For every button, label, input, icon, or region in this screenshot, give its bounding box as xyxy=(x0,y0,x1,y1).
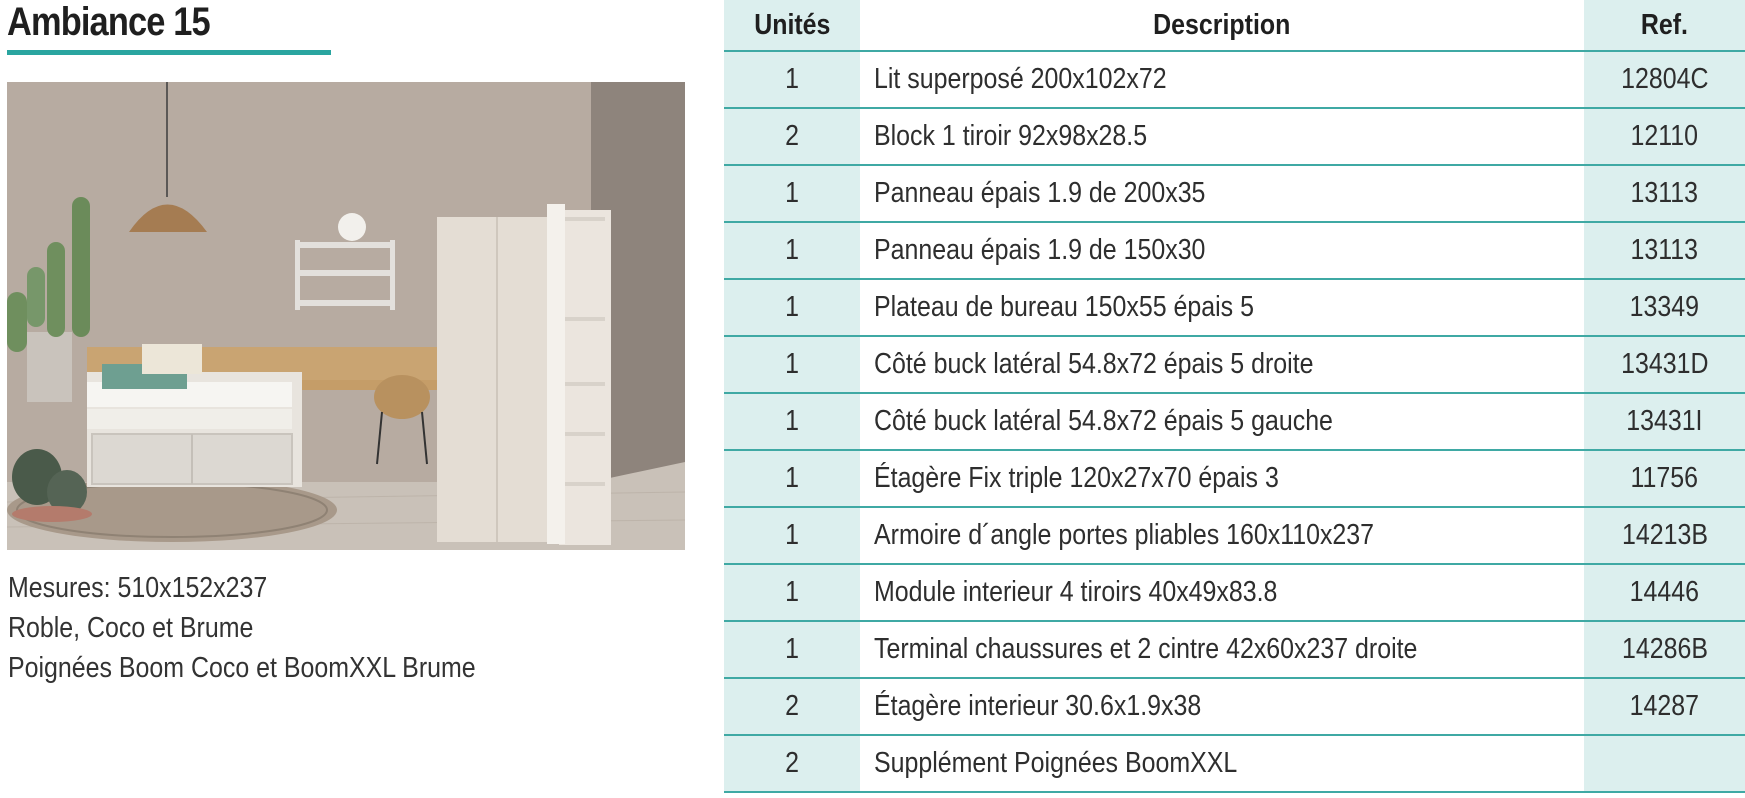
cell-description: Panneau épais 1.9 de 200x35 xyxy=(860,165,1584,222)
cell-ref: 13431D xyxy=(1584,336,1745,393)
cell-units: 2 xyxy=(724,678,860,735)
cell-units: 2 xyxy=(724,735,860,792)
cell-ref: 13113 xyxy=(1584,165,1745,222)
table-row xyxy=(724,678,1745,735)
cell-description: Plateau de bureau 150x55 épais 5 xyxy=(860,279,1584,336)
cell-ref: 13349 xyxy=(1584,279,1745,336)
cell-description: Étagère Fix triple 120x27x70 épais 3 xyxy=(860,450,1584,507)
cell-description: Terminal chaussures et 2 cintre 42x60x237 droite xyxy=(860,621,1584,678)
cell-units: 1 xyxy=(724,621,860,678)
header-units: Unités xyxy=(724,0,860,51)
cell-ref: 13431I xyxy=(1584,393,1745,450)
table-row xyxy=(724,564,1745,621)
cell-description: Panneau épais 1.9 de 150x30 xyxy=(860,222,1584,279)
table-row xyxy=(724,393,1745,450)
cell-units: 1 xyxy=(724,222,860,279)
cell-description: Armoire d´angle portes pliables 160x110x237 xyxy=(860,507,1584,564)
cell-units: 1 xyxy=(724,336,860,393)
room-photo xyxy=(7,82,685,550)
cell-units: 1 xyxy=(724,165,860,222)
page-title: Ambiance 15 xyxy=(7,0,210,44)
cell-ref: 13113 xyxy=(1584,222,1745,279)
table-row xyxy=(724,51,1745,108)
table-row xyxy=(724,450,1745,507)
header-description: Description xyxy=(860,0,1584,51)
title-underline xyxy=(7,50,331,55)
table-row xyxy=(724,336,1745,393)
cell-ref: 14287 xyxy=(1584,678,1745,735)
cell-units: 1 xyxy=(724,450,860,507)
table-row xyxy=(724,108,1745,165)
cell-ref: 12110 xyxy=(1584,108,1745,165)
header-ref: Ref. xyxy=(1584,0,1745,51)
cell-description: Côté buck latéral 54.8x72 épais 5 droite xyxy=(860,336,1584,393)
cell-description: Lit superposé 200x102x72 xyxy=(860,51,1584,108)
cell-units: 1 xyxy=(724,393,860,450)
cell-units: 1 xyxy=(724,279,860,336)
cell-description: Supplément Poignées BoomXXL xyxy=(860,735,1584,792)
table-row xyxy=(724,507,1745,564)
table-row xyxy=(724,279,1745,336)
items-table xyxy=(724,0,1745,793)
handles-text: Poignées Boom Coco et BoomXXL Brume xyxy=(8,652,476,684)
cell-description: Block 1 tiroir 92x98x28.5 xyxy=(860,108,1584,165)
cell-description: Module interieur 4 tiroirs 40x49x83.8 xyxy=(860,564,1584,621)
measures-text: Mesures: 510x152x237 xyxy=(8,572,268,604)
cell-description: Étagère interieur 30.6x1.9x38 xyxy=(860,678,1584,735)
table-row xyxy=(724,222,1745,279)
cell-units: 2 xyxy=(724,108,860,165)
cell-ref xyxy=(1584,735,1745,792)
product-info xyxy=(8,568,476,688)
cell-ref: 14446 xyxy=(1584,564,1745,621)
table-row xyxy=(724,735,1745,792)
table-row xyxy=(724,621,1745,678)
cell-units: 1 xyxy=(724,564,860,621)
cell-description: Côté buck latéral 54.8x72 épais 5 gauche xyxy=(860,393,1584,450)
cell-units: 1 xyxy=(724,51,860,108)
cell-ref: 14213B xyxy=(1584,507,1745,564)
finish-text: Roble, Coco et Brume xyxy=(8,612,254,644)
cell-ref: 11756 xyxy=(1584,450,1745,507)
cell-ref: 14286B xyxy=(1584,621,1745,678)
cell-ref: 12804C xyxy=(1584,51,1745,108)
table-header-row xyxy=(724,0,1745,51)
table-row xyxy=(724,165,1745,222)
cell-units: 1 xyxy=(724,507,860,564)
